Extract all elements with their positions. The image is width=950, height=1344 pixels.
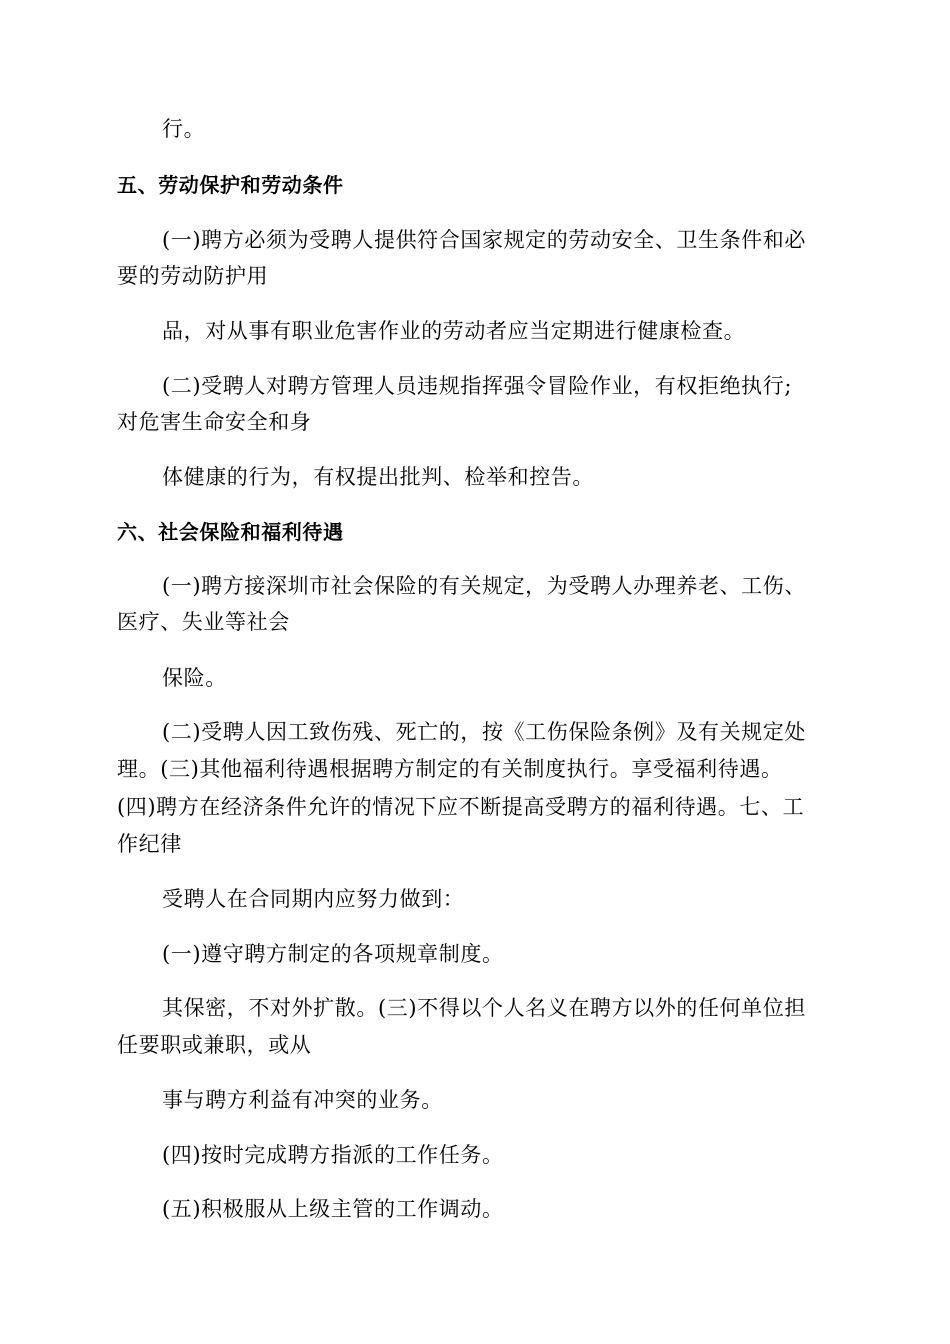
text-line: 行。 [162, 117, 206, 141]
text-line: 作纪律 [117, 832, 182, 856]
text-line: (五)积极服从上级主管的工作调动。 [162, 1197, 504, 1221]
text-line: (四)聘方在经济条件允许的情况下应不断提高受聘方的福利待遇。七、工 [117, 795, 805, 819]
text-line: 其保密，不对外扩散。(三)不得以个人名义在聘方以外的任何单位担 [162, 996, 806, 1020]
text-line: 医疗、失业等社会 [117, 610, 290, 634]
text-line: 事与聘方利益有冲突的业务。 [162, 1088, 443, 1112]
text-line: 品，对从事有职业危害作业的劳动者应当定期进行健康检查。 [162, 319, 746, 343]
text-line: (二)受聘人因工致伤残、死亡的，按《工伤保险条例》及有关规定处 [162, 720, 806, 744]
text-line: 理。(三)其他福利待遇根据聘方制定的有关制度执行。享受福利待遇。 [117, 757, 783, 781]
text-line: (一)聘方接深圳市社会保险的有关规定，为受聘人办理养老、工伤、 [162, 574, 806, 598]
text-line: 任要职或兼职，或从 [117, 1033, 312, 1057]
text-line: (一)聘方必须为受聘人提供符合国家规定的劳动安全、卫生条件和必 [162, 228, 806, 252]
text-line: 对危害生命安全和身 [117, 410, 312, 434]
text-line: (二)受聘人对聘方管理人员违规指挥强令冒险作业，有权拒绝执行; [162, 374, 793, 398]
text-line: 体健康的行为，有权提出批判、检举和控告。 [162, 465, 594, 489]
section-heading-6: 六、社会保险和福利待遇 [117, 520, 344, 544]
text-line: 受聘人在合同期内应努力做到： [162, 887, 465, 911]
text-line: (四)按时完成聘方指派的工作任务。 [162, 1143, 504, 1167]
section-heading-5: 五、劳动保护和劳动条件 [117, 173, 344, 197]
text-line: 要的劳动防护用 [117, 264, 269, 288]
text-line: (一)遵守聘方制定的各项规章制度。 [162, 942, 504, 966]
text-line: 保险。 [162, 666, 227, 690]
